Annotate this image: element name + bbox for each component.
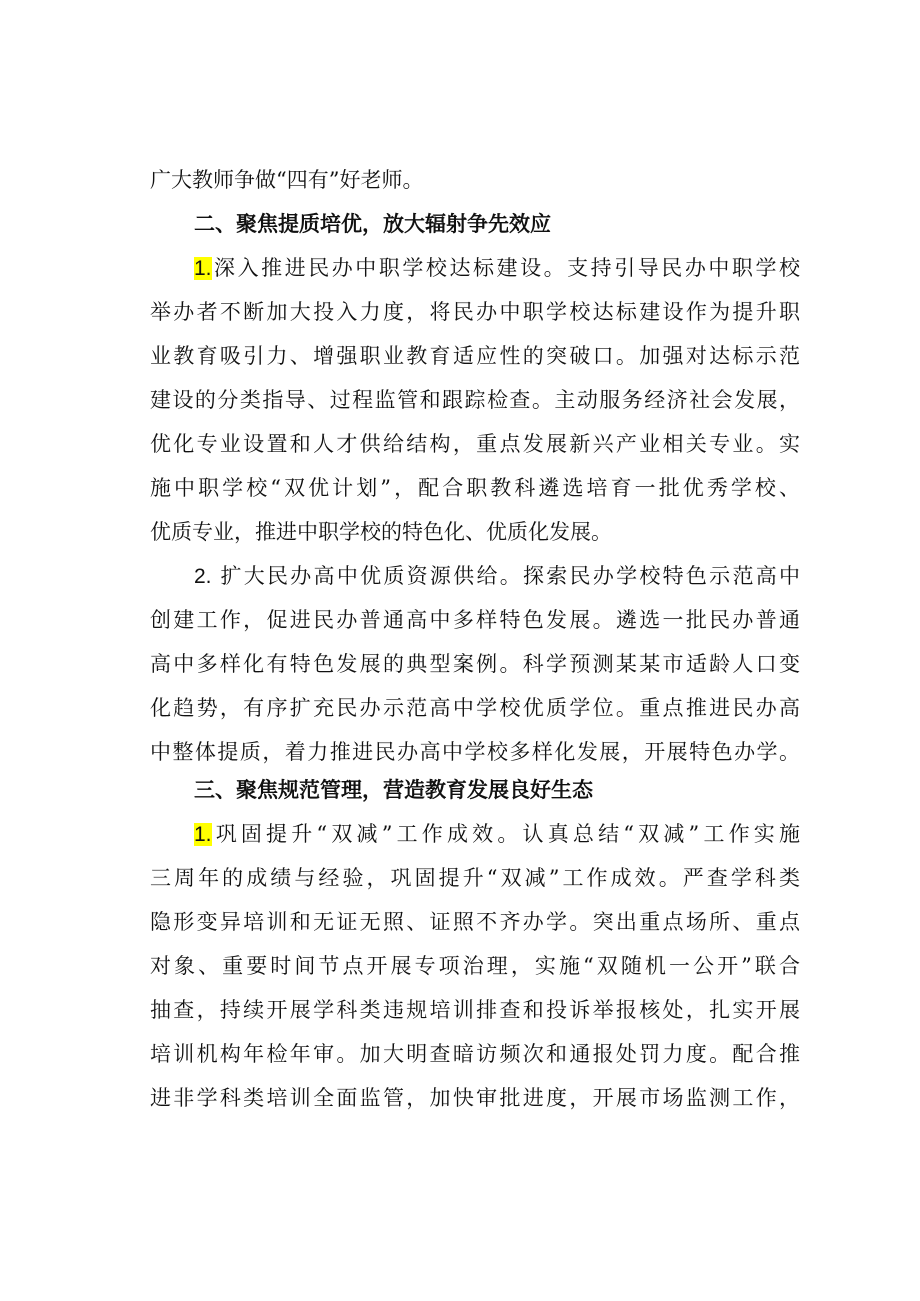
paragraph-line: 隐形变异培训和无证无照、证照不齐办学。突出重点场所、重点 [150, 910, 800, 934]
paragraph-line: 三周年的成绩与经验，巩固提升“双减”工作成效。严查学科类 [150, 866, 800, 890]
paragraph-line: 施中职学校“双优计划”，配合职教科遴选培育一批优秀学校、 [150, 476, 800, 500]
item-number-highlight: 1. [194, 823, 212, 846]
section-3-item-1-line-1 [194, 812, 800, 856]
paragraph-line: 创建工作，促进民办普通高中多样特色发展。遴选一批民办普通 [150, 608, 800, 632]
paragraph-line: 优质专业，推进中职学校的特色化、优质化发展。 [150, 520, 612, 544]
section-2-item-2-line-1 [194, 554, 800, 598]
paragraph-text: 巩固提升“双减”工作成效。认真总结“双减”工作实施 [211, 822, 800, 846]
paragraph-text: 深入推进民办中职学校达标建设。支持引导民办中职学校 [211, 256, 800, 280]
paragraph-line: 抽查，持续开展学科类违规培训排查和投诉举报核处，扎实开展 [150, 998, 800, 1022]
section-2-heading: 二、聚焦提质培优，放大辐射争先效应 [194, 212, 551, 236]
paragraph-line: 业教育吸引力、增强职业教育适应性的突破口。加强对达标示范 [150, 344, 800, 368]
paragraph-line: 优化专业设置和人才供给结构，重点发展新兴产业相关专业。实 [150, 432, 800, 456]
paragraph-line: 对象、重要时间节点开展专项治理，实施“双随机一公开”联合 [150, 954, 800, 978]
paragraph-line: 高中多样化有特色发展的典型案例。科学预测某某市适龄人口变 [150, 652, 800, 676]
section-3-heading: 三、聚焦规范管理，营造教育发展良好生态 [194, 778, 593, 802]
paragraph-line: 建设的分类指导、过程监管和跟踪检查。主动服务经济社会发展， [150, 388, 800, 412]
paragraph-line: 进非学科类培训全面监管，加快审批进度，开展市场监测工作， [150, 1086, 800, 1110]
paragraph-line: 举办者不断加大投入力度，将民办中职学校达标建设作为提升职 [150, 300, 800, 324]
intro-tail-line: 广大教师争做“四有”好老师。 [150, 168, 424, 192]
item-number-highlight: 1. [194, 257, 212, 280]
section-2-item-1-line-1 [194, 246, 800, 290]
paragraph-line: 中整体提质，着力推进民办高中学校多样化发展，开展特色办学。 [150, 740, 800, 764]
item-number: 2. [194, 565, 212, 588]
paragraph-text: 扩大民办高中优质资源供给。探索民办学校特色示范高中 [220, 564, 800, 588]
paragraph-line: 化趋势，有序扩充民办示范高中学校优质学位。重点推进民办高 [150, 696, 800, 720]
paragraph-line: 培训机构年检年审。加大明查暗访频次和通报处罚力度。配合推 [150, 1042, 800, 1066]
